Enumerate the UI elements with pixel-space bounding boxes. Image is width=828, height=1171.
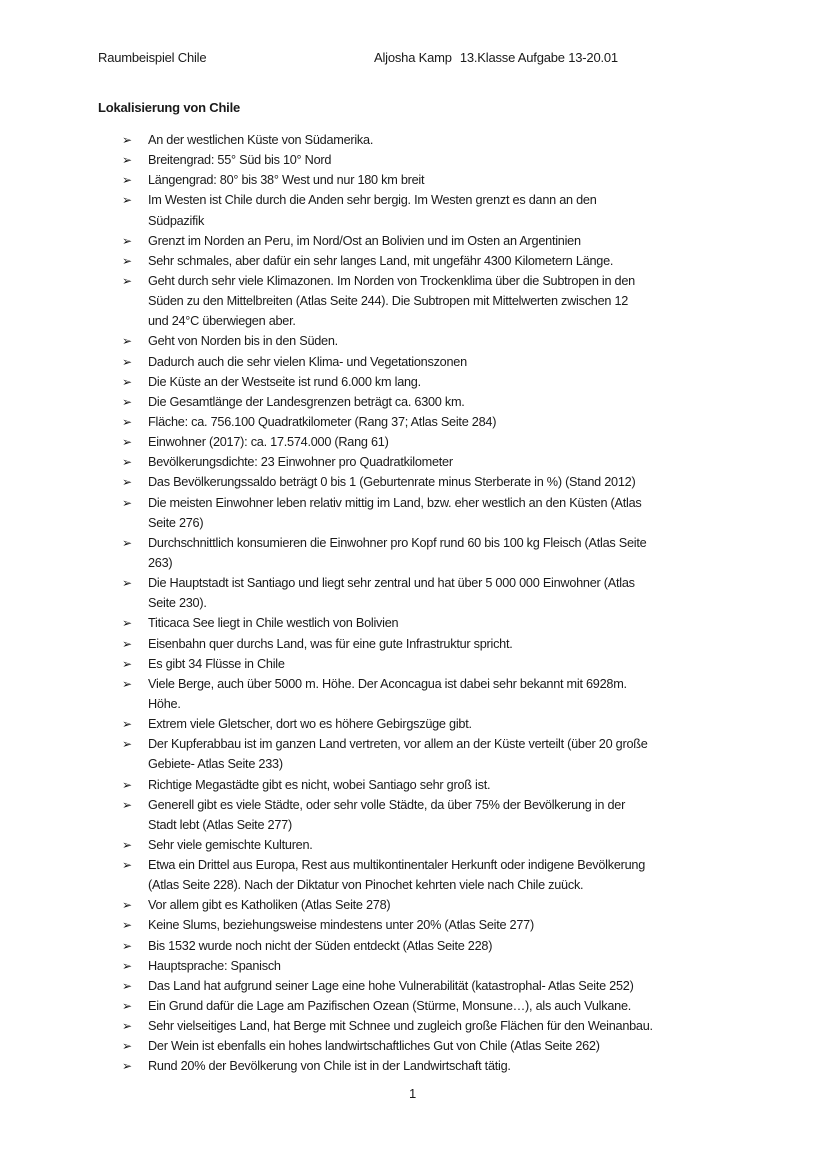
header-title: Raumbeispiel Chile	[98, 50, 207, 65]
list-item	[120, 533, 740, 573]
list-item	[120, 1016, 740, 1036]
list-item-text: Breitengrad: 55° Süd bis 10° Nord	[148, 153, 332, 168]
list-item-text: Bevölkerungsdichte: 23 Einwohner pro Quadratkilometer	[148, 455, 453, 470]
list-item-text: Sehr schmales, aber dafür ein sehr langes Land, mit ungefähr 4300 Kilometern Länge.	[148, 253, 614, 268]
arrow-bullet-icon: ➢	[122, 616, 133, 631]
list-item	[120, 634, 740, 654]
list-item-text: Gebiete- Atlas Seite 233)	[148, 757, 283, 772]
list-item-text: Die Küste an der Westseite ist rund 6.000 km lang.	[148, 374, 421, 389]
list-item	[120, 654, 740, 674]
arrow-bullet-icon: ➢	[122, 334, 133, 349]
list-item-text: An der westlichen Küste von Südamerika.	[148, 133, 374, 147]
arrow-bullet-icon: ➢	[122, 938, 133, 953]
list-item	[120, 734, 740, 774]
list-item-text: Extrem viele Gletscher, dort wo es höhere Gebirgszüge gibt.	[148, 717, 472, 732]
arrow-bullet-icon: ➢	[122, 999, 133, 1014]
list-item-text: Stadt lebt (Atlas Seite 277)	[148, 817, 292, 832]
arrow-bullet-icon: ➢	[122, 455, 133, 470]
list-item-text: und 24°C überwiegen aber.	[148, 314, 296, 329]
list-item	[120, 493, 740, 533]
arrow-bullet-icon: ➢	[122, 837, 133, 852]
list-item-text: Der Wein ist ebenfalls ein hohes landwirtschaftliches Gut von Chile (Atlas Seite 262)	[148, 1039, 600, 1054]
list-item	[120, 674, 740, 714]
list-item-text: Dadurch auch die sehr vielen Klima- und Vegetationszonen	[148, 354, 467, 369]
list-item	[120, 1056, 740, 1076]
arrow-bullet-icon: ➢	[122, 394, 133, 409]
list-item-text: Rund 20% der Bevölkerung von Chile ist in der Landwirtschaft tätig.	[148, 1059, 511, 1074]
arrow-bullet-icon: ➢	[122, 656, 133, 671]
list-item	[120, 976, 740, 996]
arrow-bullet-icon: ➢	[122, 153, 133, 168]
arrow-bullet-icon: ➢	[122, 535, 133, 550]
arrow-bullet-icon: ➢	[122, 1039, 133, 1054]
list-item	[120, 915, 740, 935]
arrow-bullet-icon: ➢	[122, 193, 133, 208]
arrow-bullet-icon: ➢	[122, 898, 133, 913]
list-item-text: Sehr viele gemischte Kulturen.	[148, 837, 313, 852]
list-item-text: Viele Berge, auch über 5000 m. Höhe. Der Aconcagua ist dabei sehr bekannt mit 6928m.	[148, 676, 627, 691]
list-item	[120, 835, 740, 855]
list-item	[120, 412, 740, 432]
list-item	[120, 271, 740, 331]
list-item	[120, 352, 740, 372]
list-item	[120, 130, 740, 150]
list-item	[120, 1036, 740, 1056]
arrow-bullet-icon: ➢	[122, 1059, 133, 1074]
section-heading: Lokalisierung von Chile	[98, 100, 241, 115]
list-item	[120, 775, 740, 795]
list-item-text: 263)	[148, 555, 173, 570]
list-item	[120, 936, 740, 956]
list-item-text: Im Westen ist Chile durch die Anden sehr bergig. Im Westen grenzt es dann an den	[148, 193, 597, 208]
list-item	[120, 613, 740, 633]
arrow-bullet-icon: ➢	[122, 414, 133, 429]
arrow-bullet-icon: ➢	[122, 858, 133, 873]
arrow-bullet-icon: ➢	[122, 576, 133, 591]
arrow-bullet-icon: ➢	[122, 133, 133, 147]
arrow-bullet-icon: ➢	[122, 737, 133, 752]
arrow-bullet-icon: ➢	[122, 958, 133, 973]
header-author: Aljosha Kamp	[374, 50, 452, 65]
list-item-text: Sehr vielseitiges Land, hat Berge mit Schnee und zugleich große Flächen für den Weinanbau.	[148, 1019, 653, 1034]
list-item-text: Hauptsprache: Spanisch	[148, 958, 281, 973]
list-item	[120, 472, 740, 492]
list-item	[120, 251, 740, 271]
list-item	[120, 855, 740, 895]
list-item-text: Etwa ein Drittel aus Europa, Rest aus multikontinentaler Herkunft oder indigene Bevölkerung	[148, 858, 646, 873]
arrow-bullet-icon: ➢	[122, 636, 133, 651]
list-item-text: Ein Grund dafür die Lage am Pazifischen Ozean (Stürme, Monsune…), als auch Vulkane.	[148, 999, 632, 1014]
list-item-text: (Atlas Seite 228). Nach der Diktatur von Pinochet kehrten viele nach Chile zuück.	[148, 878, 584, 893]
list-item	[120, 996, 740, 1016]
list-item	[120, 331, 740, 351]
list-item-text: Seite 230).	[148, 596, 207, 611]
list-item-text: Einwohner (2017): ca. 17.574.000 (Rang 61)	[148, 435, 389, 450]
list-item-text: Keine Slums, beziehungsweise mindestens unter 20% (Atlas Seite 277)	[148, 918, 534, 933]
list-item-text: Titicaca See liegt in Chile westlich von Bolivien	[148, 616, 399, 631]
list-item-text: Die Hauptstadt ist Santiago und liegt sehr zentral und hat über 5 000 000 Einwohner (Atlas	[148, 576, 635, 591]
list-item	[120, 795, 740, 835]
arrow-bullet-icon: ➢	[122, 253, 133, 268]
list-item	[120, 372, 740, 392]
arrow-bullet-icon: ➢	[122, 797, 133, 812]
header-assignment: 13.Klasse Aufgabe 13-20.01	[459, 50, 618, 65]
list-item-text: Es gibt 34 Flüsse in Chile	[148, 656, 285, 671]
list-item-text: Geht von Norden bis in den Süden.	[148, 334, 338, 349]
list-item-text: Geht durch sehr viele Klimazonen. Im Norden von Trockenklima über die Subtropen in den	[148, 273, 635, 288]
list-item-text: Das Bevölkerungssaldo beträgt 0 bis 1 (Geburtenrate minus Sterberate in %) (Stand 2012)	[148, 475, 636, 490]
list-item-text: Seite 276)	[148, 515, 204, 530]
bullet-list	[120, 130, 740, 1077]
list-item-text: Fläche: ca. 756.100 Quadratkilometer (Rang 37; Atlas Seite 284)	[148, 414, 497, 429]
arrow-bullet-icon: ➢	[122, 173, 133, 188]
arrow-bullet-icon: ➢	[122, 918, 133, 933]
list-item-text: Südpazifik	[148, 213, 205, 228]
arrow-bullet-icon: ➢	[122, 233, 133, 248]
list-item	[120, 956, 740, 976]
header-info	[374, 50, 626, 65]
list-item-text: Höhe.	[148, 696, 181, 711]
list-item-text: Durchschnittlich konsumieren die Einwohner pro Kopf rund 60 bis 100 kg Fleisch (Atlas Seite	[148, 535, 647, 550]
page-number: 1	[409, 1086, 417, 1101]
list-item	[120, 714, 740, 734]
list-item	[120, 452, 740, 472]
list-item	[120, 170, 740, 190]
list-item	[120, 150, 740, 170]
list-item-text: Grenzt im Norden an Peru, im Nord/Ost an Bolivien und im Osten an Argentinien	[148, 233, 581, 248]
arrow-bullet-icon: ➢	[122, 475, 133, 490]
list-item	[120, 190, 740, 230]
arrow-bullet-icon: ➢	[122, 273, 133, 288]
list-item-text: Richtige Megastädte gibt es nicht, wobei Santiago sehr groß ist.	[148, 777, 491, 792]
arrow-bullet-icon: ➢	[122, 978, 133, 993]
list-item-text: Bis 1532 wurde noch nicht der Süden entdeckt (Atlas Seite 228)	[148, 938, 493, 953]
list-item-text: Vor allem gibt es Katholiken (Atlas Seite 278)	[148, 898, 391, 913]
list-item	[120, 432, 740, 452]
list-item-text: Die Gesamtlänge der Landesgrenzen beträgt ca. 6300 km.	[148, 394, 465, 409]
list-item-text: Der Kupferabbau ist im ganzen Land vertreten, vor allem an der Küste verteilt (über 20 große	[148, 737, 648, 752]
list-item-text: Längengrad: 80° bis 38° West und nur 180 km breit	[148, 173, 425, 188]
arrow-bullet-icon: ➢	[122, 354, 133, 369]
list-item-text: Das Land hat aufgrund seiner Lage eine hohe Vulnerabilität (katastrophal- Atlas Seite 252)	[148, 978, 634, 993]
arrow-bullet-icon: ➢	[122, 777, 133, 792]
arrow-bullet-icon: ➢	[122, 374, 133, 389]
list-item-text: Generell gibt es viele Städte, oder sehr volle Städte, da über 75% der Bevölkerung in der	[148, 797, 626, 812]
list-item	[120, 573, 740, 613]
arrow-bullet-icon: ➢	[122, 495, 133, 510]
list-item-text: Süden zu den Mittelbreiten (Atlas Seite 244). Die Subtropen mit Mittelwerten zwischen 12	[148, 294, 629, 309]
list-item	[120, 231, 740, 251]
list-item	[120, 895, 740, 915]
arrow-bullet-icon: ➢	[122, 435, 133, 450]
arrow-bullet-icon: ➢	[122, 717, 133, 732]
arrow-bullet-icon: ➢	[122, 676, 133, 691]
arrow-bullet-icon: ➢	[122, 1019, 133, 1034]
list-item-text: Eisenbahn quer durchs Land, was für eine gute Infrastruktur spricht.	[148, 636, 513, 651]
list-item-text: Die meisten Einwohner leben relativ mittig im Land, bzw. eher westlich an den Küsten (Atlas	[148, 495, 642, 510]
list-item	[120, 392, 740, 412]
